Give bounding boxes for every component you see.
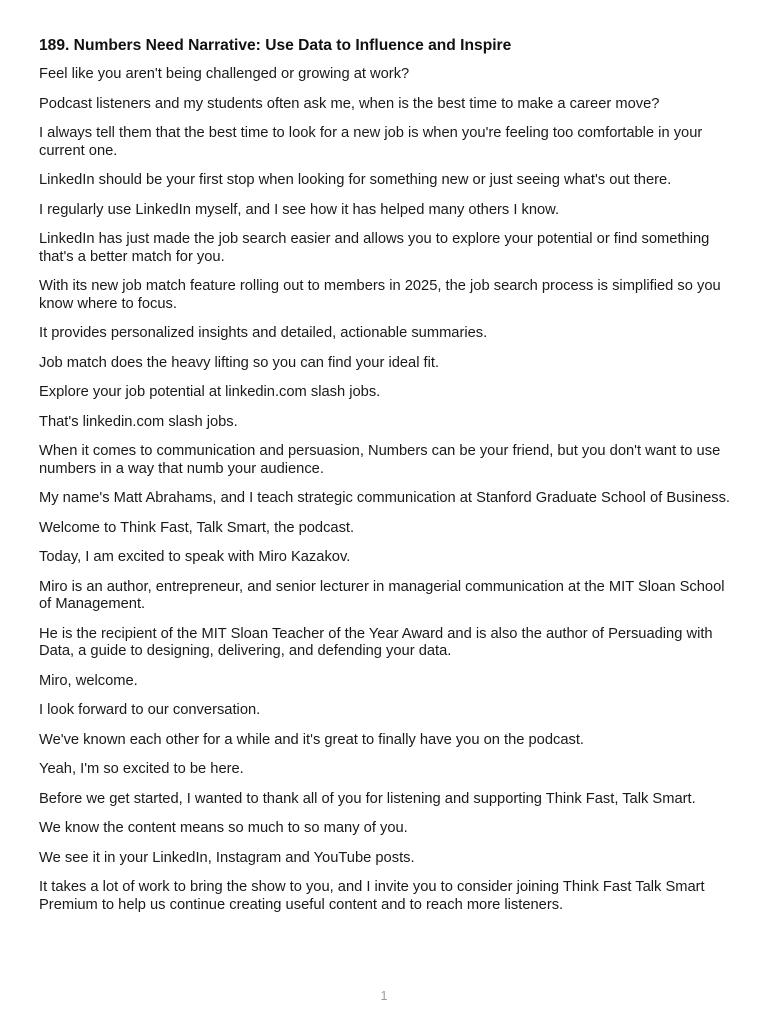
paragraph: We've known each other for a while and it's great to finally have you on the podcast. — [39, 731, 585, 748]
paragraph: Welcome to Think Fast, Talk Smart, the podcast. — [39, 519, 355, 536]
paragraph: He is the recipient of the MIT Sloan Teacher of the Year Award and is also the author of Persuading with Data, a guide to designing, delivering, and defending your data. — [39, 625, 713, 659]
paragraph: I look forward to our conversation. — [39, 702, 261, 718]
paragraph: LinkedIn should be your first stop when looking for something new or just seeing what's out there. — [39, 172, 672, 188]
paragraph: My name's Matt Abrahams, and I teach strategic communication at Stanford Graduate School of Business. — [39, 490, 731, 506]
paragraph: Miro, welcome. — [39, 672, 138, 689]
paragraph: Podcast listeners and my students often ask me, when is the best time to make a career move? — [39, 95, 660, 112]
document-title: 189. Numbers Need Narrative: Use Data to Influence and Inspire — [39, 37, 512, 54]
paragraph: I always tell them that the best time to look for a new job is when you're feeling too comfortable in your current one. — [39, 125, 703, 159]
paragraph: Today, I am excited to speak with Miro Kazakov. — [39, 549, 351, 565]
document-content — [39, 36, 731, 926]
paragraph: I regularly use LinkedIn myself, and I see how it has helped many others I know. — [39, 201, 560, 218]
paragraph: With its new job match feature rolling out to members in 2025, the job search process is simplified so you know where to focus. — [39, 278, 721, 312]
paragraph: LinkedIn has just made the job search easier and allows you to explore your potential or find something that's a better match for you. — [39, 231, 710, 265]
paragraph: When it comes to communication and persuasion, Numbers can be your friend, but you don't want to use numbers in a way that numb your audience. — [39, 443, 721, 477]
paragraph: Explore your job potential at linkedin.com slash jobs. — [39, 384, 381, 400]
paragraph: We know the content means so much to so many of you. — [39, 820, 408, 836]
paragraph: Yeah, I'm so excited to be here. — [39, 761, 244, 777]
paragraph: Feel like you aren't being challenged or growing at work? — [39, 66, 410, 82]
paragraph: That's linkedin.com slash jobs. — [39, 413, 238, 430]
paragraph: It provides personalized insights and detailed, actionable summaries. — [39, 325, 488, 341]
paragraph: Miro is an author, entrepreneur, and senior lecturer in managerial communication at the MIT Sloan School of Management. — [39, 578, 725, 612]
paragraph: Job match does the heavy lifting so you can find your ideal fit. — [39, 354, 440, 371]
page-number: 1 — [380, 989, 388, 1003]
paragraph: Before we get started, I wanted to thank all of you for listening and supporting Think Fast, Talk Smart. — [39, 790, 696, 807]
paragraph: We see it in your LinkedIn, Instagram and YouTube posts. — [39, 849, 415, 866]
paragraph: It takes a lot of work to bring the show to you, and I invite you to consider joining Think Fast Talk Smart Premium to help us continue creating useful content and to reach more listeners. — [39, 879, 705, 913]
